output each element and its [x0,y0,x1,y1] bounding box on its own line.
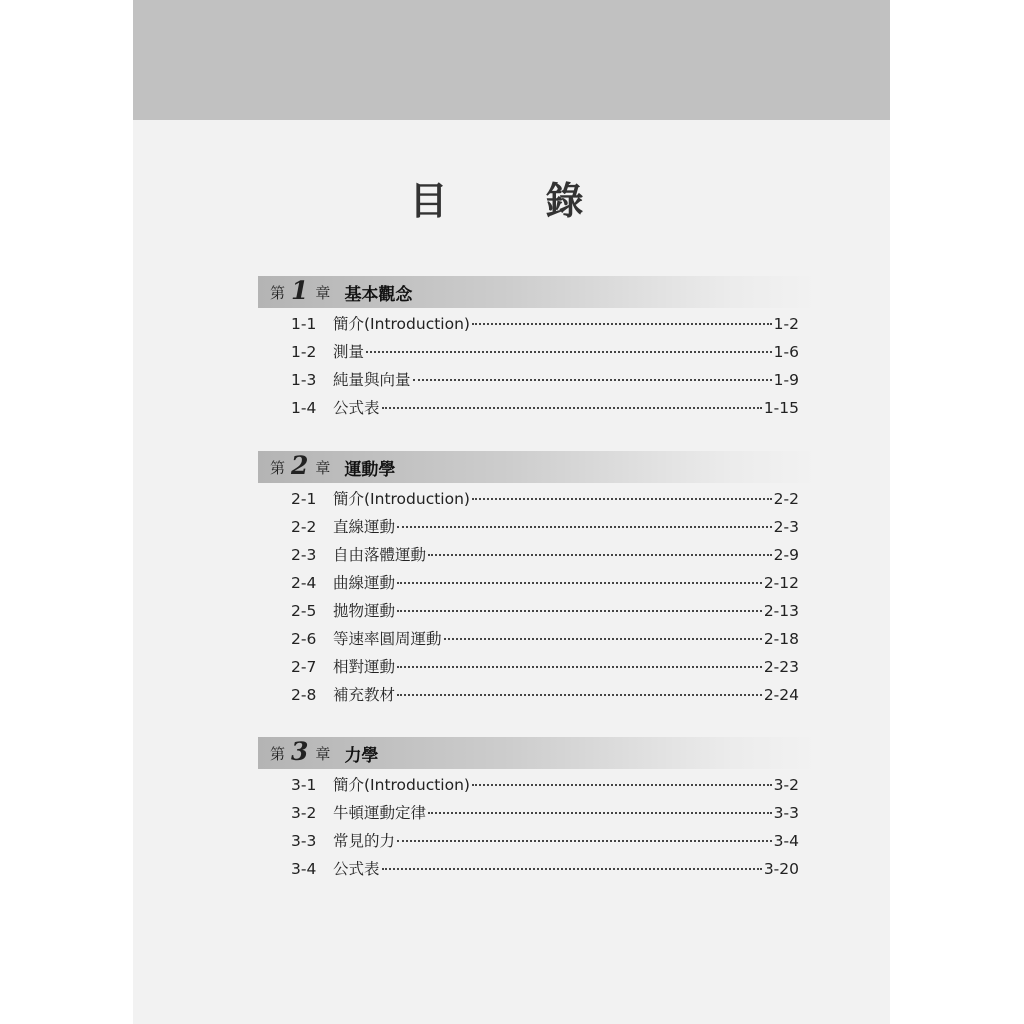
page-number: 2-23 [763,658,799,676]
dot-leader [397,840,772,842]
chapter-number: 1 [291,275,309,305]
section-title: 曲線運動 [333,574,396,592]
chapter-prefix: 第 [270,458,286,477]
toc-entry[interactable] [291,653,799,681]
toc-entry[interactable] [291,310,799,338]
toc-entry[interactable] [291,827,799,855]
dot-leader [428,554,772,556]
chapter-number: 3 [291,736,309,766]
section-number: 2-5 [291,602,317,620]
section-title: 簡介(Introduction) [333,315,470,333]
dot-leader [428,812,772,814]
section-title: 簡介(Introduction) [333,490,470,508]
dot-leader [382,868,762,870]
section-number: 2-2 [291,518,317,536]
section-title: 等速率圓周運動 [333,630,442,648]
chapter-number: 2 [291,450,309,480]
chapter-1 [258,276,818,422]
chapter-title: 運動學 [344,459,396,480]
dot-leader [472,323,772,325]
dot-leader [397,610,762,612]
toc-entry-list [258,771,818,883]
dot-leader [382,407,762,409]
dot-leader [397,582,762,584]
section-number: 1-1 [291,315,317,333]
page-number: 3-3 [773,804,799,822]
chapter-header [258,737,818,769]
chapter-title: 力學 [344,745,379,766]
page-number: 2-18 [763,630,799,648]
dot-leader [397,694,762,696]
chapter-prefix: 第 [270,283,286,302]
toc-entry-list [258,485,818,709]
section-title: 自由落體運動 [333,546,427,564]
page-number: 2-12 [763,574,799,592]
section-number: 2-8 [291,686,317,704]
section-title: 純量與向量 [333,371,411,389]
toc-entry[interactable] [291,541,799,569]
chapter-header [258,276,818,308]
toc-entry[interactable] [291,569,799,597]
page-title: 目 錄 [409,178,614,223]
document-page [133,0,890,1024]
page-number: 3-2 [773,776,799,794]
section-number: 3-1 [291,776,317,794]
toc-entry[interactable] [291,681,799,709]
toc-entry[interactable] [291,338,799,366]
chapter-suffix: 章 [315,744,331,763]
toc-entry[interactable] [291,366,799,394]
chapter-prefix: 第 [270,744,286,763]
chapter-title: 基本觀念 [344,284,413,305]
section-title: 公式表 [333,860,380,878]
section-number: 2-4 [291,574,317,592]
chapter-2 [258,451,818,709]
section-title: 牛頓運動定律 [333,804,427,822]
chapter-suffix: 章 [315,283,331,302]
section-number: 2-7 [291,658,317,676]
page-number: 2-13 [763,602,799,620]
dot-leader [472,784,772,786]
section-number: 3-3 [291,832,317,850]
page-number: 3-4 [773,832,799,850]
section-number: 1-2 [291,343,317,361]
section-title: 簡介(Introduction) [333,776,470,794]
dot-leader [397,526,772,528]
dot-leader [444,638,762,640]
section-title: 拋物運動 [333,602,396,620]
header-band [133,0,890,120]
chapter-3 [258,737,818,883]
page-number: 1-15 [763,399,799,417]
toc-entry[interactable] [291,597,799,625]
chapter-header [258,451,818,483]
page-number: 2-3 [773,518,799,536]
page-number: 3-20 [763,860,799,878]
section-title: 直線運動 [333,518,396,536]
toc-entry[interactable] [291,799,799,827]
section-number: 2-3 [291,546,317,564]
toc-entry-list [258,310,818,422]
section-number: 3-4 [291,860,317,878]
section-title: 相對運動 [333,658,396,676]
section-title: 常見的力 [333,832,396,850]
dot-leader [397,666,762,668]
page-number: 2-24 [763,686,799,704]
page-number: 1-9 [773,371,799,389]
page-number: 2-2 [773,490,799,508]
toc-entry[interactable] [291,513,799,541]
section-title: 公式表 [333,399,380,417]
section-number: 1-3 [291,371,317,389]
toc-entry[interactable] [291,771,799,799]
section-number: 2-6 [291,630,317,648]
toc-entry[interactable] [291,485,799,513]
section-number: 3-2 [291,804,317,822]
section-title: 補充教材 [333,686,396,704]
toc-entry[interactable] [291,855,799,883]
section-number: 2-1 [291,490,317,508]
toc-entry[interactable] [291,625,799,653]
page-number: 1-2 [773,315,799,333]
dot-leader [472,498,772,500]
section-number: 1-4 [291,399,317,417]
page-number: 1-6 [773,343,799,361]
chapter-suffix: 章 [315,458,331,477]
dot-leader [366,351,772,353]
section-title: 測量 [333,343,365,361]
page-number: 2-9 [773,546,799,564]
dot-leader [413,379,772,381]
toc-entry[interactable] [291,394,799,422]
